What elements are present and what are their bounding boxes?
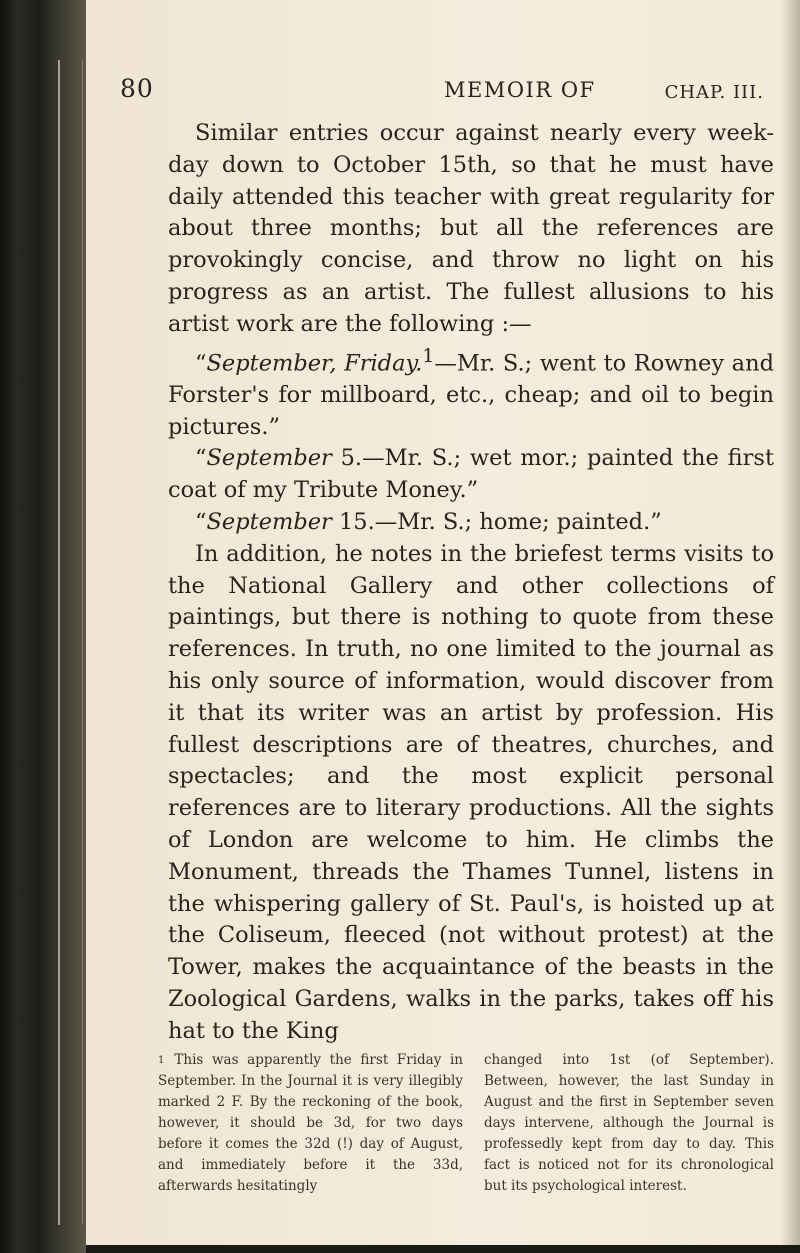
journal-entry-september-15	[168, 507, 774, 539]
quote-open: “	[195, 445, 207, 472]
entry-text: 15.—Mr. S.; home; painted.”	[331, 509, 662, 536]
entry-date: September	[206, 445, 332, 472]
main-text	[168, 118, 774, 1048]
paragraph-entries-overview: Similar entries occur against nearly every week-day down to October 15th, so that he must have daily attended this teacher with great regularity for about three months; but all the references are provokingly concise, and throw no light on his progress as an artist. The fullest allusions to his artist work are the following :—	[168, 120, 774, 337]
page-header	[120, 74, 792, 106]
quote-open: “	[195, 350, 207, 377]
quote-open: “	[195, 509, 207, 536]
entry-text: —Mr. S.; went to Rowney and Forster's for millboard, etc., cheap; and oil to begin pictures.”	[168, 350, 774, 440]
chapter-label: CHAP. III.	[664, 82, 764, 103]
footnote-marker: 1	[422, 345, 435, 367]
footnote-number: 1	[158, 1055, 165, 1066]
footnote-right-column: changed into 1st (of September). Between, however, the last Sunday in August and the first in September seven days intervene, although the Journal is professedly kept from day to day. This fact is noticed not for its chronological but its psychological interest.	[484, 1052, 774, 1194]
book-binding-edge	[0, 0, 86, 1253]
page-number: 80	[120, 74, 154, 103]
journal-entry-september-friday	[168, 341, 774, 444]
entry-text: 5.—Mr. S.; wet mor.; painted the first coat of my Tribute Money.”	[168, 445, 774, 504]
page-bottom-edge	[86, 1245, 800, 1253]
page-edge-shadow	[780, 0, 800, 1253]
gutter-fold-mark	[58, 60, 83, 1225]
footnote-left-text: This was apparently the first Friday in September. In the Journal it is very illegibly marked 2 F. By the reckoning of the book, however, it should be 3d, for two days before it comes the 32d (!) day of August, and immediately before it the 33d, afterwards hesitatingly	[158, 1052, 463, 1194]
entry-date: September, Friday.	[206, 350, 423, 377]
journal-entry-september-5	[168, 443, 774, 507]
footnote-left-column	[158, 1050, 463, 1197]
entry-date: September	[206, 509, 332, 536]
paragraph-journal-visits: In addition, he notes in the briefest terms visits to the National Gallery and other collections of paintings, but there is nothing to quote from these references. In truth, no one limited to the journal as his only source of information, would discover from it that its writer was an artist by profession. His fullest descriptions are of theatres, churches, and spectacles; and the most explicit personal references are to literary productions. All the sights of London are welcome to him. He climbs the Monument, threads the Thames Tunnel, listens in the whispering gallery of St. Paul's, is hoisted up at the Coliseum, fleeced (not without protest) at the Tower, makes the acquaintance of the beasts in the Zoological Gardens, walks in the parks, takes off his hat to the King	[168, 540, 774, 1044]
running-head: MEMOIR OF	[444, 78, 596, 102]
